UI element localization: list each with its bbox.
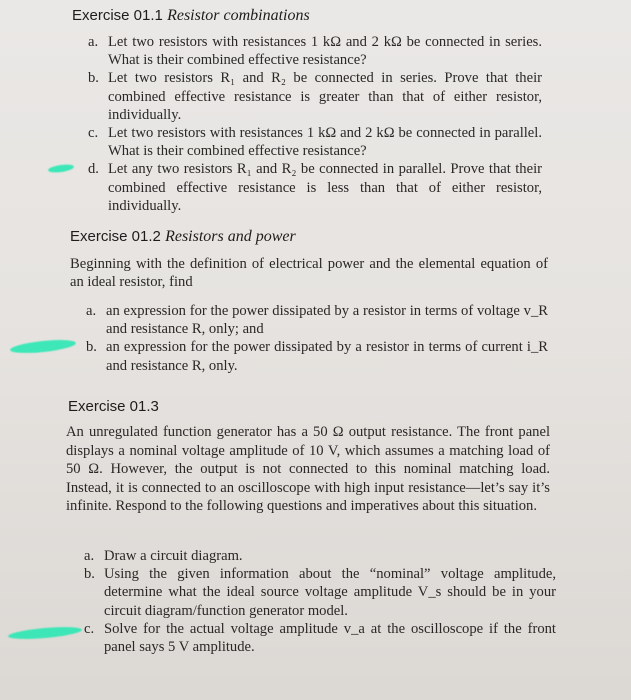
exercise-1-item-c: c. Let two resistors with resistances 1 kΩ and 2 kΩ be connected in parallel. What is their combined effective resistance?: [88, 125, 542, 160]
highlighter-mark-2: [10, 338, 77, 356]
exercise-2-item-b-text: an expression for the power dissipated by a resistor in terms of current i_R and resistance R, only.: [106, 339, 548, 374]
exercise-3-item-b-text: Using the given information about the “nominal” voltage amplitude, determine what the ideal source voltage amplitude V_s should be in your circuit diagram/function generator model.: [104, 566, 556, 619]
exercise-3-item-b: b. Using the given information about the “nominal” voltage amplitude, determine what the ideal source voltage amplitude V_s should be in your circuit diagram/function generator model.: [84, 566, 556, 619]
exercise-3-number: Exercise 01.3: [68, 398, 159, 415]
exercise-2-title: Resistors and power: [165, 228, 296, 245]
exercise-1-item-d-text: Let any two resistors R₁ and R₂ be connected in parallel. Prove that their combined effective resistance is less than that of either resistor, individually.: [108, 161, 542, 214]
exercise-1-item-b: b. Let two resistors R₁ and R₂ be connected in series. Prove that their combined effective resistance is greater than that of either resistor, individually.: [88, 70, 542, 123]
exercise-1-item-b-text: Let two resistors R₁ and R₂ be connected in series. Prove that their combined effective resistance is greater than that of either resistor, individually.: [108, 70, 542, 123]
exercise-2-item-a-text: an expression for the power dissipated by a resistor in terms of voltage v_R and resistance R, only; and: [106, 303, 548, 338]
exercise-3-item-c: c. Solve for the actual voltage amplitude v_a at the oscilloscope if the front panel says 5 V amplitude.: [84, 620, 556, 656]
exercise-1-item-c-text: Let two resistors with resistances 1 kΩ and 2 kΩ be connected in parallel. What is their combined effective resistance?: [108, 125, 542, 160]
exercise-2-number: Exercise 01.2: [70, 228, 161, 245]
exercise-1-number: Exercise 01.1: [72, 7, 163, 24]
exercise-1-items: [88, 33, 542, 215]
exercise-1-item-a-text: Let two resistors with resistances 1 kΩ and 2 kΩ be connected in series. What is their combined effective resistance?: [108, 34, 542, 69]
highlighter-mark-3: [8, 625, 83, 641]
exercise-3-item-c-text: Solve for the actual voltage amplitude v_a at the oscilloscope if the front panel says 5 V amplitude.: [104, 620, 556, 656]
exercise-1-heading: [72, 7, 310, 25]
exercise-3-heading: [68, 398, 159, 415]
exercise-1-item-a: a. Let two resistors with resistances 1 kΩ and 2 kΩ be connected in series. What is their combined effective resistance?: [88, 34, 542, 69]
exercise-2-items: [86, 302, 548, 375]
highlighter-mark-1: [48, 163, 75, 174]
exercise-3-item-a-text: Draw a circuit diagram.: [104, 548, 243, 564]
exercise-2-intro: Beginning with the definition of electrical power and the elemental equation of an ideal resistor, find: [70, 256, 548, 291]
exercise-2-item-b: b. an expression for the power dissipated by a resistor in terms of current i_R and resistance R, only.: [86, 339, 548, 374]
exercise-2-item-a: a. an expression for the power dissipated by a resistor in terms of voltage v_R and resistance R, only; and: [86, 303, 548, 338]
exercise-2-heading: [70, 228, 296, 246]
exercise-3-item-a: a. Draw a circuit diagram.: [84, 548, 243, 564]
exercise-1-title: Resistor combinations: [167, 7, 310, 24]
exercise-3-intro: An unregulated function generator has a 50 Ω output resistance. The front panel displays a nominal voltage amplitude of 10 V, which assumes a matching load of 50 Ω. However, the output is not connected to this nominal matching load. Instead, it is connected to an oscilloscope with high input resistance—let’s say it’s infinite. Respond to the following questions and imperatives about this situation.: [66, 424, 550, 515]
exercise-3-items: [84, 547, 556, 656]
exercise-1-item-d: d. Let any two resistors R₁ and R₂ be connected in parallel. Prove that their combined effective resistance is less than that of either resistor, individually.: [88, 161, 542, 214]
